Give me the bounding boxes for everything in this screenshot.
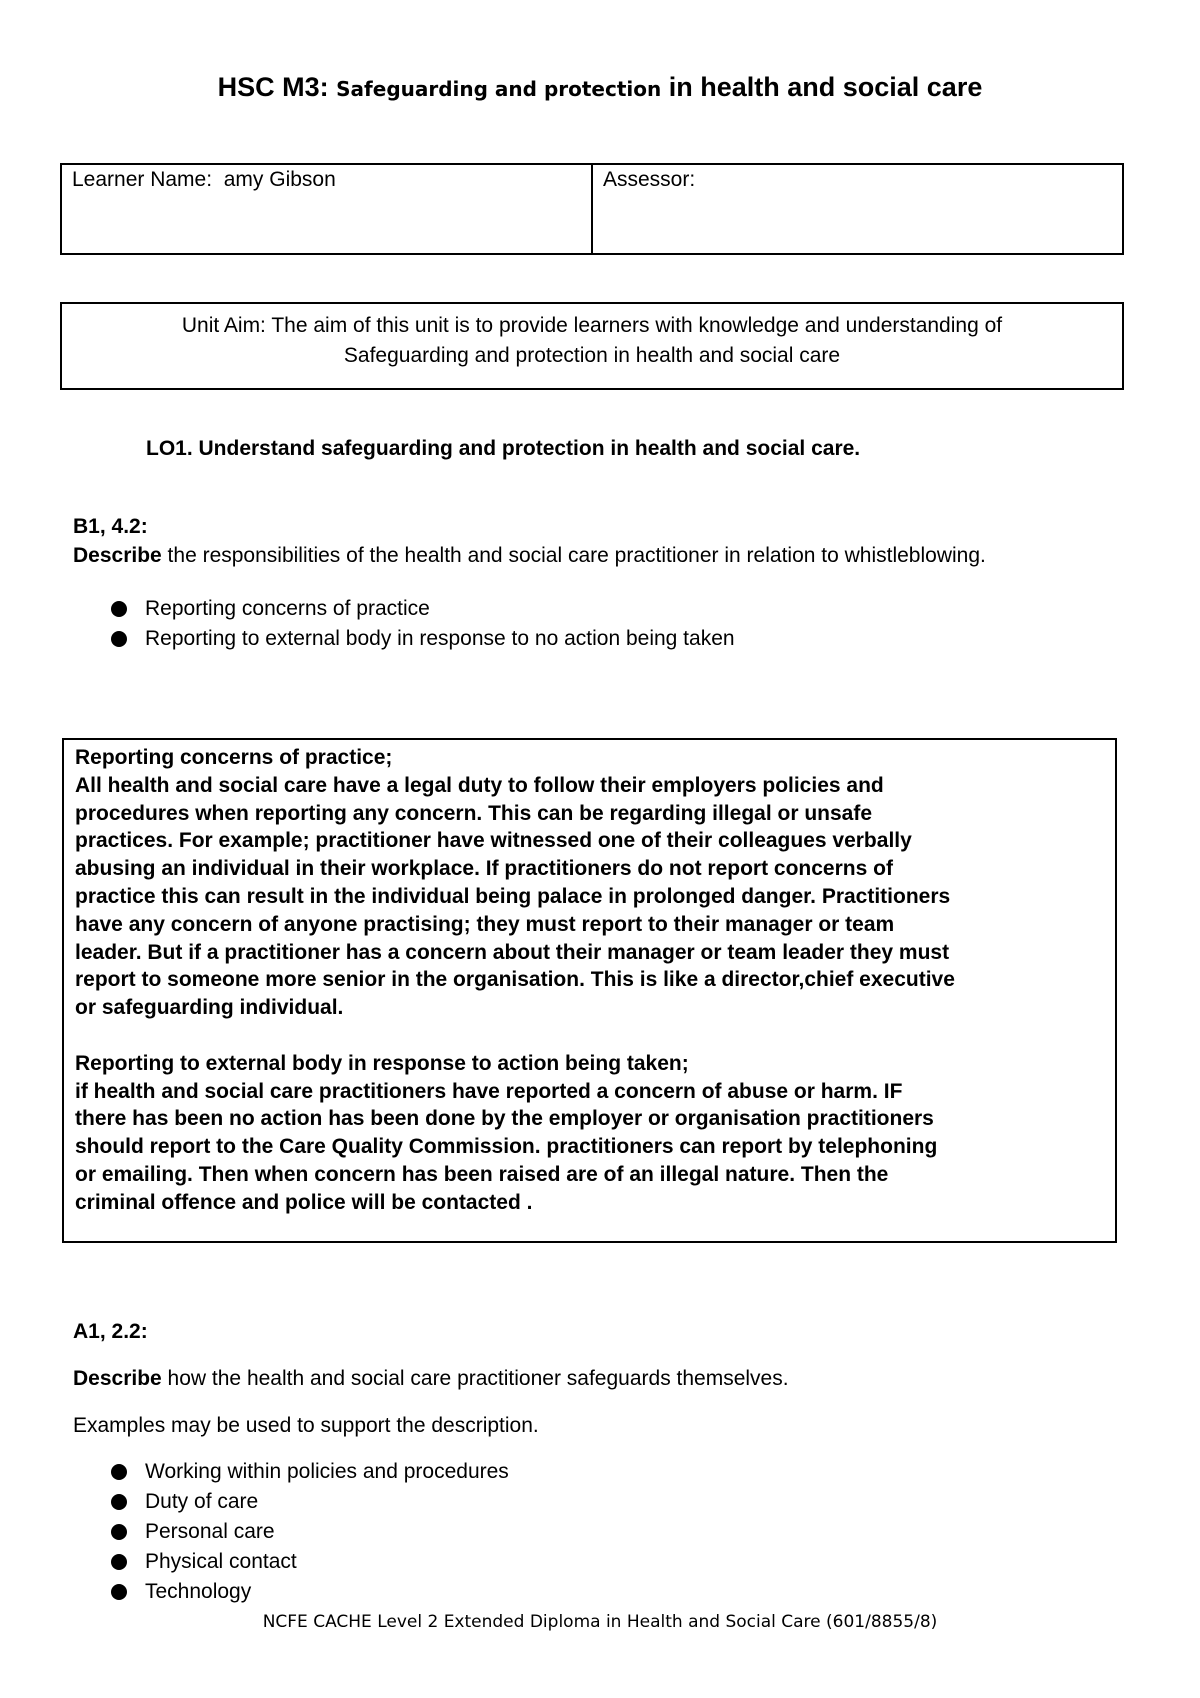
section-a1-bullet-list — [111, 1457, 509, 1607]
bullet-dot-icon — [111, 631, 127, 647]
section-b1-code: B1, 4.2: — [73, 515, 148, 538]
list-item — [111, 1577, 509, 1607]
title-part-1: HSC M3: — [217, 72, 337, 102]
list-item-text: Reporting to external body in response to no action being taken — [145, 627, 735, 650]
section-a1-description — [73, 1364, 789, 1393]
list-item — [111, 1487, 509, 1517]
paragraph-gap — [75, 1022, 1105, 1050]
section-a1-examples-note: Examples may be used to support the description. — [73, 1414, 539, 1437]
list-item — [111, 1517, 509, 1547]
section-a1-describe-keyword: Describe — [73, 1367, 162, 1390]
list-item — [111, 594, 735, 624]
bullet-dot-icon — [111, 1524, 127, 1540]
answer-line: or emailing. Then when concern has been raised are of an illegal nature. Then the — [75, 1162, 889, 1186]
assessor-label: Assessor: — [603, 168, 696, 191]
bullet-dot-icon — [111, 1494, 127, 1510]
section-a1-description-text: how the health and social care practitioner safeguards themselves. — [161, 1367, 789, 1390]
bullet-dot-icon — [111, 601, 127, 617]
list-item-text: Technology — [145, 1580, 252, 1603]
list-item-text: Personal care — [145, 1520, 275, 1543]
page-title — [0, 72, 1200, 103]
learner-info-table — [60, 163, 1124, 255]
answer-line: or safeguarding individual. — [75, 996, 344, 1020]
section-b1-bullet-list — [111, 594, 735, 654]
unit-aim-line-1: Unit Aim: The aim of this unit is to provide learners with knowledge and understanding of — [181, 314, 1003, 337]
list-item-text: Duty of care — [145, 1490, 259, 1513]
answer-line: Reporting concerns of practice; — [75, 746, 393, 769]
answer-line: abusing an individual in their workplace. If practitioners do not report concerns of — [75, 857, 893, 881]
title-part-2: Safeguarding and protection — [336, 77, 662, 101]
section-b1-description-text: the responsibilities of the health and social care practitioner in relation to whistleblowing. — [161, 544, 986, 567]
answer-line: procedures when reporting any concern. This can be regarding illegal or unsafe — [75, 801, 873, 825]
section-a1-code: A1, 2.2: — [73, 1320, 148, 1343]
answer-line: if health and social care practitioners have reported a concern of abuse or harm. IF — [75, 1079, 903, 1103]
section-b1-description — [73, 541, 986, 570]
bullet-dot-icon — [111, 1554, 127, 1570]
answer-line: report to someone more senior in the organisation. This is like a director,chief executive — [75, 968, 955, 992]
section-a1 — [73, 1317, 789, 1440]
list-item — [111, 1457, 509, 1487]
list-item-text: Physical contact — [145, 1550, 297, 1573]
lo1-heading: LO1. Understand safeguarding and protection in health and social care. — [146, 437, 861, 460]
answer-line: have any concern of anyone practising; they must report to their manager or team — [75, 912, 895, 936]
list-item-text: Working within policies and procedures — [145, 1460, 509, 1483]
answer-line: All health and social care have a legal duty to follow their employers policies and — [75, 773, 884, 797]
section-b1 — [73, 512, 986, 570]
answer-line: should report to the Care Quality Commission. practitioners can report by telephoning — [75, 1135, 938, 1159]
unit-aim-line-2: Safeguarding and protection in health and social care — [343, 344, 841, 367]
learner-name-label: Learner Name: — [72, 168, 213, 191]
list-item — [111, 624, 735, 654]
unit-aim-box — [60, 302, 1124, 390]
answer-line: Reporting to external body in response to action being taken; — [75, 1051, 689, 1075]
learner-name-cell — [62, 165, 593, 253]
list-item-text: Reporting concerns of practice — [145, 597, 430, 620]
answer-box — [62, 738, 1117, 1243]
learner-name-value: amy Gibson — [223, 168, 336, 191]
assessor-cell — [593, 165, 1122, 253]
title-part-3: in health and social care — [661, 72, 983, 102]
bullet-dot-icon — [111, 1584, 127, 1600]
answer-line: practices. For example; practitioner have witnessed one of their colleagues verbally — [75, 829, 912, 853]
list-item — [111, 1547, 509, 1577]
page-footer: NCFE CACHE Level 2 Extended Diploma in Health and Social Care (601/8855/8) — [262, 1612, 938, 1632]
answer-line: criminal offence and police will be contacted . — [75, 1190, 533, 1214]
answer-line: there has been no action has been done by the employer or organisation practitioners — [75, 1107, 934, 1131]
answer-line: leader. But if a practitioner has a concern about their manager or team leader they must — [75, 940, 950, 964]
section-b1-describe-keyword: Describe — [73, 544, 162, 567]
answer-line: practice this can result in the individual being palace in prolonged danger. Practitioners — [75, 884, 951, 908]
bullet-dot-icon — [111, 1464, 127, 1480]
